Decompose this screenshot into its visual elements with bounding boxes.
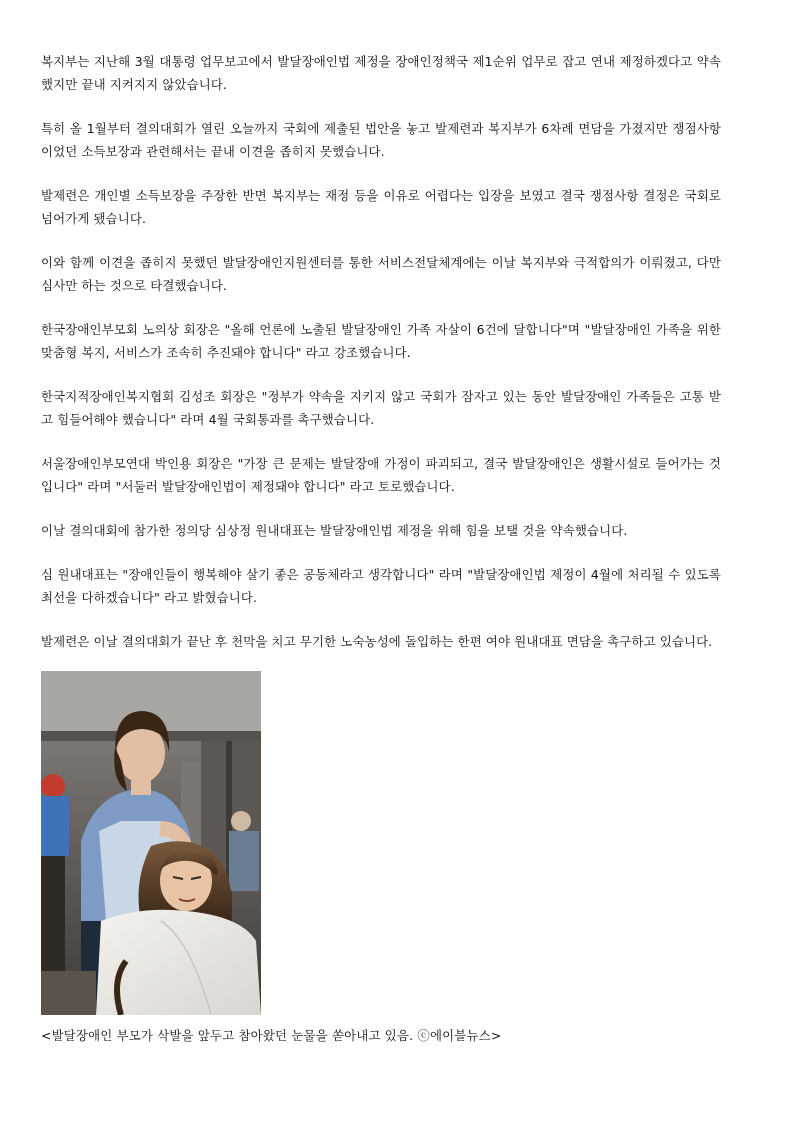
paragraph-5: 한국장애인부모회 노의상 회장은 "올해 언론에 노출된 발달장애인 가족 자살이 6건에 달합니다"며 "발달장애인 가족을 위한 맞춤형 복지, 서비스가 조속히 추진돼야 합니다" 라고 강조했습니다. xyxy=(41,322,721,360)
paragraph-3: 발제련은 개인별 소득보장을 주장한 반면 복지부는 재정 등을 이유로 어렵다는 입장을 보였고 결국 쟁점사항 결정은 국회로 넘어가게 됐습니다. xyxy=(41,188,721,226)
article-photo xyxy=(41,671,261,1015)
paragraph-4: 이와 함께 이견을 좁히지 못했던 발달장애인지원센터를 통한 서비스전달체계에는 이날 복지부와 극적합의가 이뤄졌고, 다만 심사만 하는 것으로 타결했습니다. xyxy=(41,255,721,293)
paragraph-2: 특히 올 1월부터 결의대회가 열린 오늘까지 국회에 제출된 법안을 놓고 발제련과 복지부가 6차례 면담을 가졌지만 쟁점사항이었던 소득보장과 관련해서는 끝내 이견을 좁히지 못했습니다. xyxy=(41,121,721,159)
article-body xyxy=(41,50,721,1045)
photo-caption: <발달장애인 부모가 삭발을 앞두고 참아왔던 눈물을 쏟아내고 있음. ⓒ에이블뉴스> xyxy=(41,1028,502,1043)
paragraph-8: 이날 결의대회에 참가한 정의당 심상정 원내대표는 발달장애인법 제정을 위해 힘을 보탤 것을 약속했습니다. xyxy=(41,523,628,538)
paragraph-9: 심 원내대표는 "장애인들이 행복해야 살기 좋은 공동체라고 생각합니다" 라며 "발달장애인법 제정이 4월에 처리될 수 있도록 최선을 다하겠습니다" 라고 밝혔습니다. xyxy=(41,567,721,605)
paragraph-7: 서울장애인부모연대 박인용 회장은 "가장 큰 문제는 발달장애 가정이 파괴되고, 결국 발달장애인은 생활시설로 들어가는 것입니다" 라며 "서둘러 발달장애인법이 제정돼야 합니다" 라고 토로했습니다. xyxy=(41,456,721,494)
paragraph-10: 발제련은 이날 결의대회가 끝난 후 천막을 치고 무기한 노숙농성에 돌입하는 한편 여야 원내대표 면담을 촉구하고 있습니다. xyxy=(41,634,713,649)
paragraph-6: 한국지적장애인복지협회 김성조 회장은 "정부가 약속을 지키지 않고 국회가 잠자고 있는 동안 발달장애인 가족들은 고통 받고 힘들어해야 했습니다" 라며 4월 국회통과를 촉구했습니다. xyxy=(41,389,721,427)
paragraph-1: 복지부는 지난해 3월 대통령 업무보고에서 발달장애인법 제정을 장애인정책국 제1순위 업무로 잡고 연내 제정하겠다고 약속했지만 끝내 지켜지지 않았습니다. xyxy=(41,54,721,92)
